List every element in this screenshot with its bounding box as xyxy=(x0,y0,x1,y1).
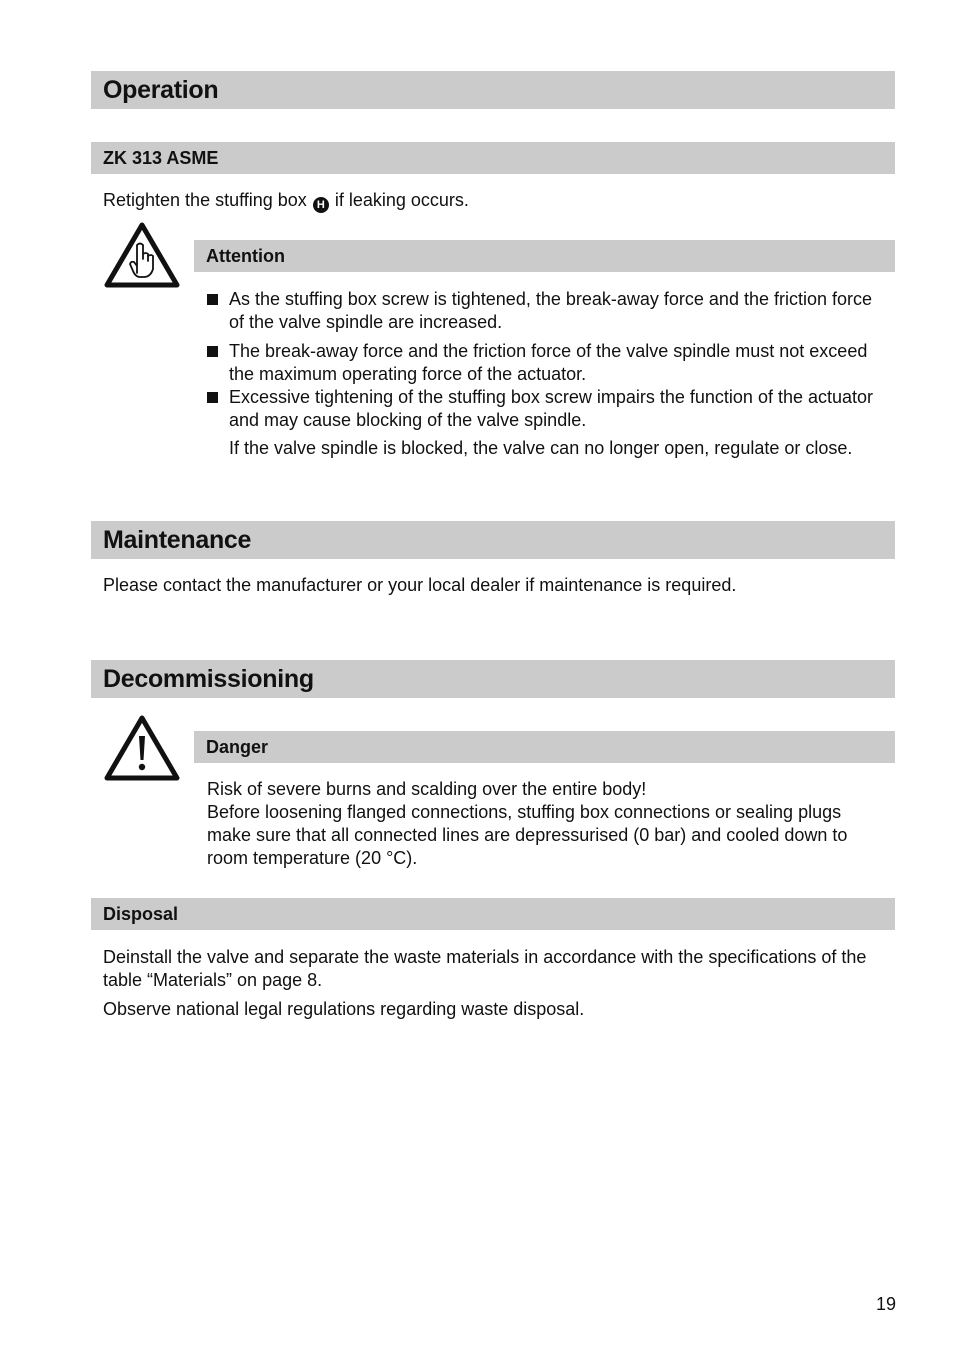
section-heading-maintenance xyxy=(91,521,895,559)
subsection-title: ZK 313 ASME xyxy=(103,148,219,168)
section-title: Maintenance xyxy=(103,526,252,554)
danger-title: Danger xyxy=(206,737,269,757)
maintenance-text: Please contact the manufacturer or your local dealer if maintenance is required. xyxy=(103,575,737,595)
attention-heading xyxy=(194,240,895,272)
subsection-title: Disposal xyxy=(103,904,179,924)
bullet-square-icon xyxy=(207,346,218,357)
exclamation-warning-triangle-icon xyxy=(103,714,181,782)
hand-warning-triangle-icon xyxy=(103,221,181,289)
danger-line-2: Before loosening flanged connections, stuffing box connections or sealing plugs make sure that all connected lines are depressurised (0 bar) and cooled down to room temperature (20 °C). xyxy=(207,802,848,868)
danger-heading xyxy=(194,731,895,763)
attention-note: If the valve spindle is blocked, the valve can no longer open, regulate or close. xyxy=(229,438,853,458)
subsection-heading-zk313 xyxy=(91,142,895,174)
page-number: 19 xyxy=(875,1294,896,1314)
attention-bullet xyxy=(207,288,887,334)
position-marker-h: H xyxy=(313,197,329,213)
attention-bullet xyxy=(207,386,887,432)
bullet-text: The break-away force and the friction force of the valve spindle must not exceed the maximum operating force of the actuator. xyxy=(229,341,868,384)
section-heading-decommissioning xyxy=(91,660,895,698)
attention-title: Attention xyxy=(206,246,285,266)
bullet-text: Excessive tightening of the stuffing box screw impairs the function of the actuator and may cause blocking of the valve spindle. xyxy=(229,387,874,430)
section-title: Decommissioning xyxy=(103,665,314,693)
danger-text xyxy=(207,778,877,870)
disposal-text-1: Deinstall the valve and separate the waste materials in accordance with the specifications of the table “Materials” on page 8. xyxy=(103,947,867,990)
disposal-text-2: Observe national legal regulations regarding waste disposal. xyxy=(103,999,585,1019)
operation-intro xyxy=(103,189,883,213)
danger-line-1: Risk of severe burns and scalding over the entire body! xyxy=(207,779,647,799)
attention-bullet xyxy=(207,340,887,386)
section-title: Operation xyxy=(103,76,219,104)
bullet-square-icon xyxy=(207,392,218,403)
bullet-text: As the stuffing box screw is tightened, the break-away force and the friction force of the valve spindle are increased. xyxy=(229,289,873,332)
bullet-square-icon xyxy=(207,294,218,305)
section-heading-operation xyxy=(91,71,895,109)
intro-text-after: if leaking occurs. xyxy=(334,190,469,210)
subsection-heading-disposal xyxy=(91,898,895,930)
intro-text-before: Retighten the stuffing box xyxy=(103,190,307,210)
